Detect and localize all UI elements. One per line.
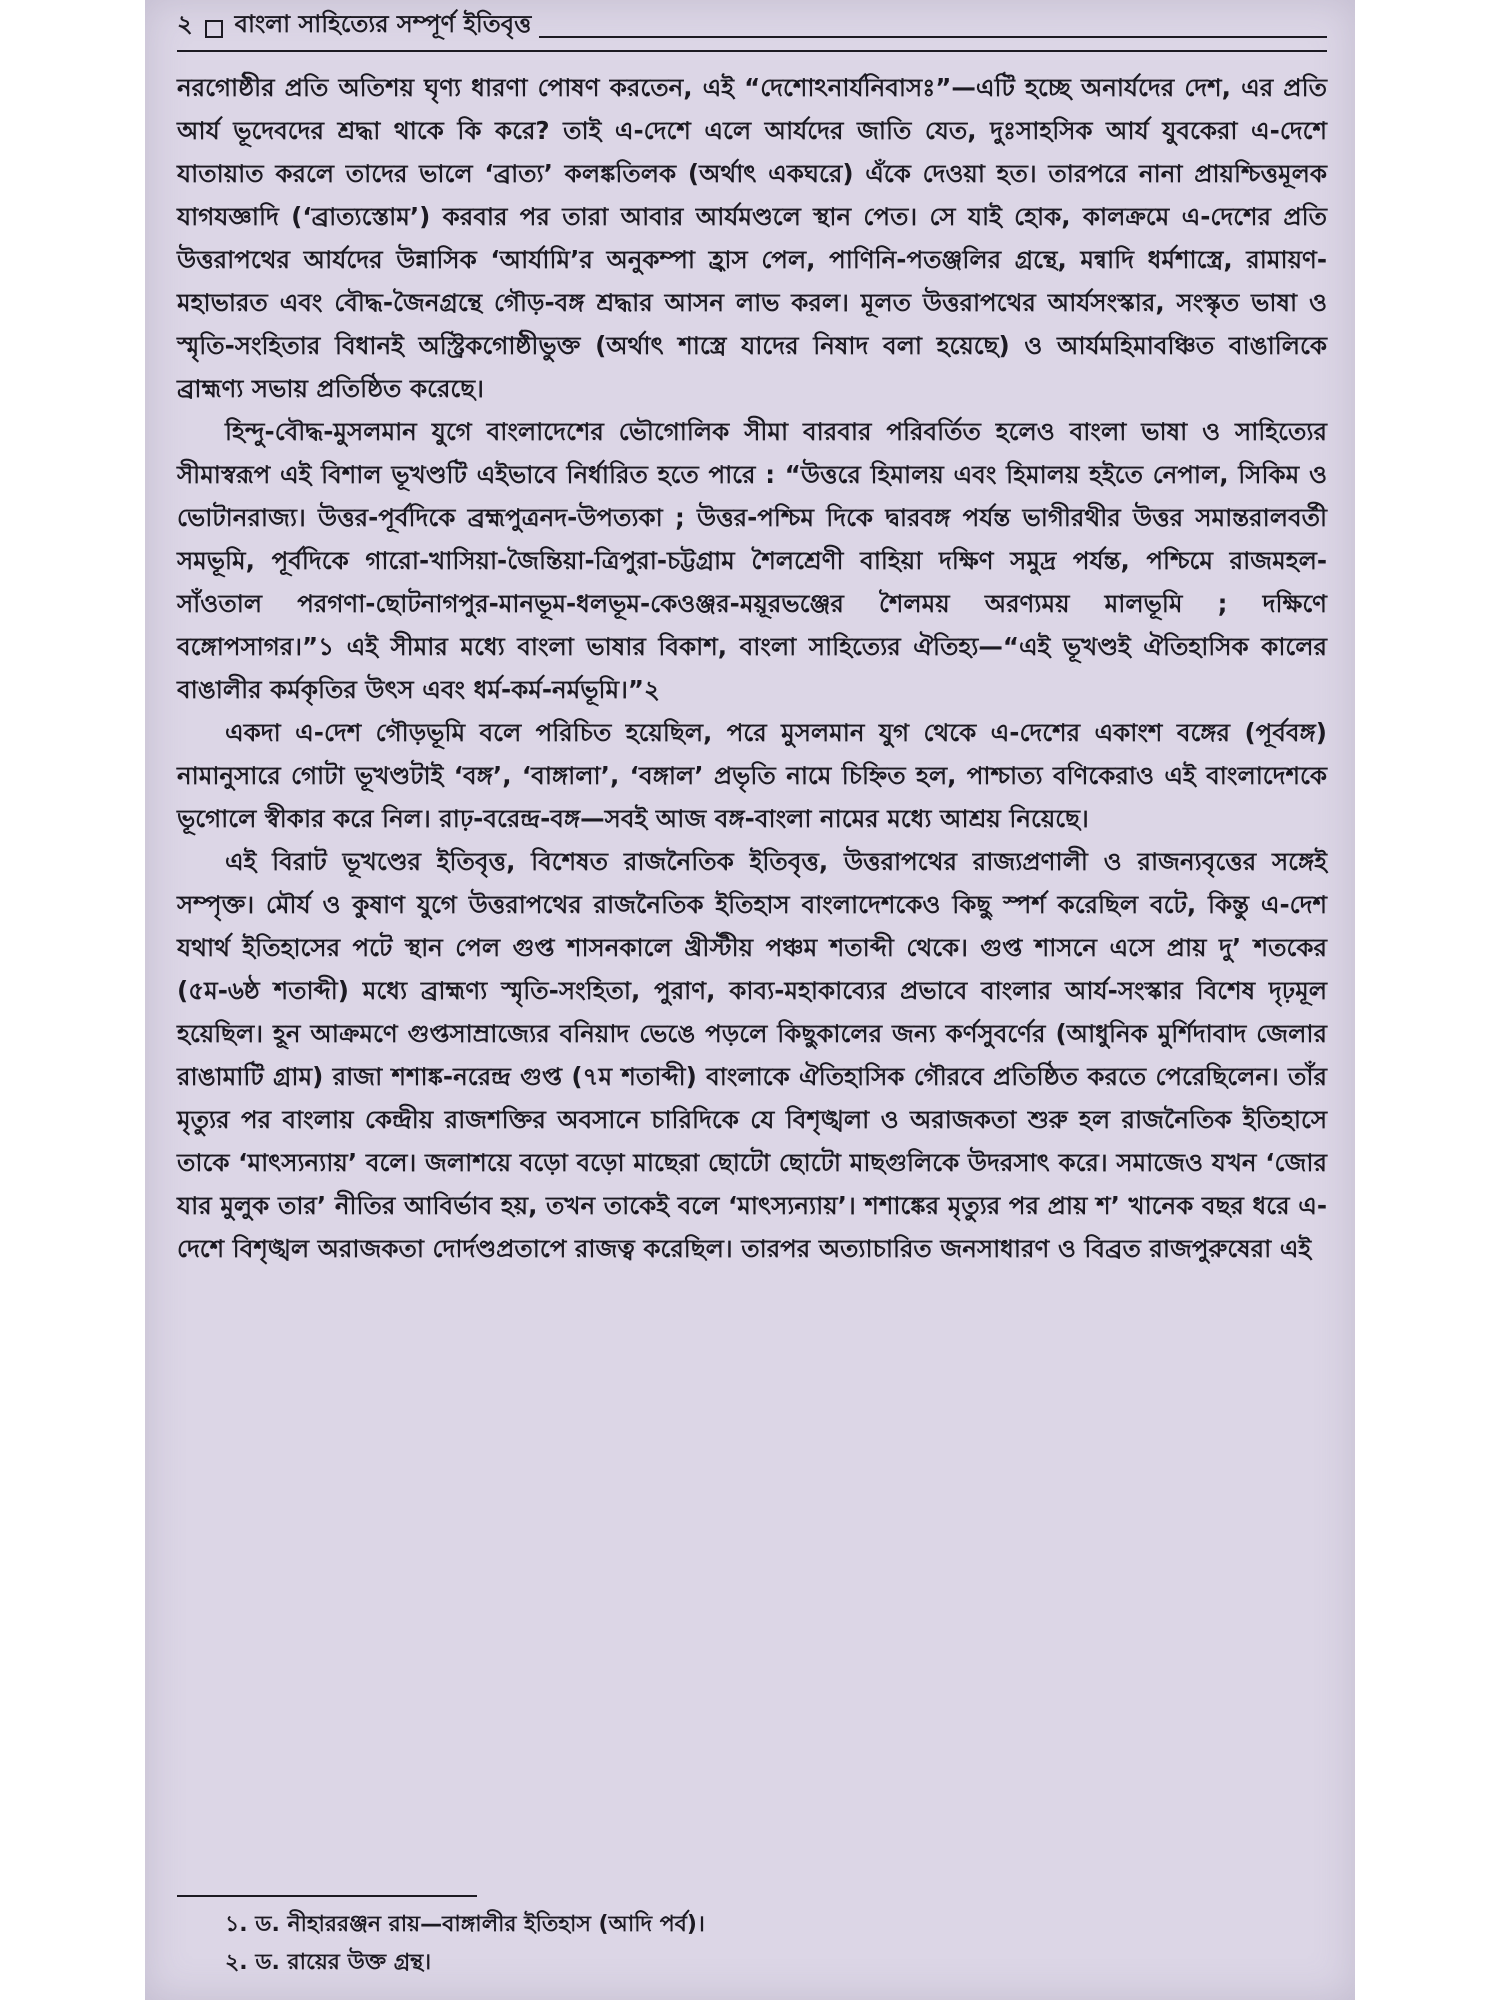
- book-page: [145, 0, 1355, 2000]
- footnotes: [225, 1906, 1325, 1982]
- header-divider: [177, 50, 1327, 52]
- footnote: ১. ড. নীহাররঞ্জন রায়—বাঙ্গালীর ইতিহাস (আদি পর্ব)।: [225, 1912, 705, 1937]
- page-number: ২: [177, 10, 193, 38]
- paragraph: এই বিরাট ভূখণ্ডের ইতিবৃত্ত, বিশেষত রাজনৈতিক ইতিবৃত্ত, উত্তরাপথের রাজ্যপ্রণালী ও রাজন্যবৃত্তের সঙ্গেই সম্পৃক্ত। মৌর্য ও কুষাণ যুগে উত্তরাপথের রাজনৈতিক ইতিহাস বাংলাদেশকেও কিছু স্পর্শ করেছিল বটে, কিন্তু এ-দেশ যথার্থ ইতিহাসের পটে স্থান পেল গুপ্ত শাসনকালে খ্রীস্টীয় পঞ্চম শতাব্দী থেকে। গুপ্ত শাসনে এসে প্রায় দু’ শতকের (৫ম-৬ষ্ঠ শতাব্দী) মধ্যে ব্রাহ্মণ্য স্মৃতি-সংহিতা, পুরাণ, কাব্য-মহাকাব্যের প্রভাবে বাংলার আর্য-সংস্কার বিশেষ দৃঢ়মূল হয়েছিল। হূন আক্রমণে গুপ্তসাম্রাজ্যের বনিয়াদ ভেঙে পড়লে কিছুকালের জন্য কর্ণসুবর্ণের (আধুনিক মুর্শিদাবাদ জেলার রাঙামাটি গ্রাম) রাজা শশাঙ্ক-নরেন্দ্র গুপ্ত (৭ম শতাব্দী) বাংলাকে ঐতিহাসিক গৌরবে প্রতিষ্ঠিত করতে পেরেছিলেন। তাঁর মৃত্যুর পর বাংলায় কেন্দ্রীয় রাজশক্তির অবসানে চারিদিকে যে বিশৃঙ্খলা ও অরাজকতা শুরু হল রাজনৈতিক ইতিহাসে তাকে ‘মাৎস্যন্যায়’ বলে। জলাশয়ে বড়ো বড়ো মাছেরা ছোটো ছোটো মাছগুলিকে উদরসাৎ করে। সমাজেও যখন ‘জোর যার মুলুক তার’ নীতির আবির্ভাব হয়, তখন তাকেই বলে ‘মাৎস্যন্যায়’। শশাঙ্কের মৃত্যুর পর প্রায় শ’ খানেক বছর ধরে এ-দেশে বিশৃঙ্খল অরাজকতা দোর্দণ্ডপ্রতাপে রাজত্ব করেছিল। তারপর অত্যাচারিত জনসাধারণ ও বিব্রত রাজপুরুষেরা এই: [177, 847, 1327, 1263]
- square-bullet-icon: [205, 20, 223, 38]
- running-title: বাংলা সাহিত্যের সম্পূর্ণ ইতিবৃত্ত: [234, 10, 532, 38]
- paragraph: নরগোষ্ঠীর প্রতি অতিশয় ঘৃণ্য ধারণা পোষণ করতেন, এই “দেশোঽনার্যনিবাসঃ”—এটি হচ্ছে অনার্যদের দেশ, এর প্রতি আর্য ভূদেবদের শ্রদ্ধা থাকে কি করে? তাই এ-দেশে এলে আর্যদের জাতি যেত, দুঃসাহসিক আর্য যুবকেরা এ-দেশে যাতায়াত করলে তাদের ভালে ‘ব্রাত্য’ কলঙ্কতিলক (অর্থাৎ একঘরে) এঁকে দেওয়া হত। তারপরে নানা প্রায়শ্চিত্তমূলক যাগযজ্ঞাদি (‘ব্রাত্যস্তোম’) করবার পর তারা আবার আর্যমণ্ডলে স্থান পেত। সে যাই হোক, কালক্রমে এ-দেশের প্রতি উত্তরাপথের আর্যদের উন্নাসিক ‘আর্যামি’র অনুকম্পা হ্রাস পেল, পাণিনি-পতঞ্জলির গ্রন্থে, মন্বাদি ধর্মশাস্ত্রে, রামায়ণ-মহাভারত এবং বৌদ্ধ-জৈনগ্রন্থে গৌড়-বঙ্গ শ্রদ্ধার আসন লাভ করল। মূলত উত্তরাপথের আর্যসংস্কার, সংস্কৃত ভাষা ও স্মৃতি-সংহিতার বিধানই অস্ট্রিকগোষ্ঠীভুক্ত (অর্থাৎ শাস্ত্রে যাদের নিষাদ বলা হয়েছে) ও আর্যমহিমাবঞ্চিত বাঙালিকে ব্রাহ্মণ্য সভায় প্রতিষ্ঠিত করেছে।: [177, 73, 1327, 403]
- header-line: [539, 36, 1327, 38]
- footnote: ২. ড. রায়ের উক্ত গ্রন্থ।: [225, 1950, 432, 1975]
- paragraph: একদা এ-দেশ গৌড়ভূমি বলে পরিচিত হয়েছিল, পরে মুসলমান যুগ থেকে এ-দেশের একাংশ বঙ্গের (পূর্ববঙ্গ) নামানুসারে গোটা ভূখণ্ডটাই ‘বঙ্গ’, ‘বাঙ্গালা’, ‘বঙ্গাল’ প্রভৃতি নামে চিহ্নিত হল, পাশ্চাত্য বণিকেরাও এই বাংলাদেশকে ভূগোলে স্বীকার করে নিল। রাঢ়-বরেন্দ্র-বঙ্গ—সবই আজ বঙ্গ-বাংলা নামের মধ্যে আশ্রয় নিয়েছে।: [177, 718, 1327, 833]
- footnote-divider: [177, 1895, 477, 1897]
- body-text: [177, 66, 1327, 1866]
- running-header: [177, 10, 1327, 46]
- paragraph: হিন্দু-বৌদ্ধ-মুসলমান যুগে বাংলাদেশের ভৌগোলিক সীমা বারবার পরিবর্তিত হলেও বাংলা ভাষা ও সাহিত্যের সীমাস্বরূপ এই বিশাল ভূখণ্ডটি এইভাবে নির্ধারিত হতে পারে : “উত্তরে হিমালয় এবং হিমালয় হইতে নেপাল, সিকিম ও ভোটানরাজ্য। উত্তর-পূর্বদিকে ব্রহ্মপুত্রনদ-উপত্যকা ; উত্তর-পশ্চিম দিকে দ্বারবঙ্গ পর্যন্ত ভাগীরথীর উত্তর সমান্তরালবর্তী সমভূমি, পূর্বদিকে গারো-খাসিয়া-জৈন্তিয়া-ত্রিপুরা-চট্টগ্রাম শৈলশ্রেণী বাহিয়া দক্ষিণ সমুদ্র পর্যন্ত, পশ্চিমে রাজমহল-সাঁওতাল পরগণা-ছোটনাগপুর-মানভূম-ধলভূম-কেওঞ্জর-ময়ূরভঞ্জের শৈলময় অরণ্যময় মালভূমি ; দক্ষিণে বঙ্গোপসাগর।”১ এই সীমার মধ্যে বাংলা ভাষার বিকাশ, বাংলা সাহিত্যের ঐতিহ্য—“এই ভূখণ্ডই ঐতিহাসিক কালের বাঙালীর কর্মকৃতির উৎস এবং ধর্ম-কর্ম-নর্মভূমি।”২: [177, 417, 1327, 704]
